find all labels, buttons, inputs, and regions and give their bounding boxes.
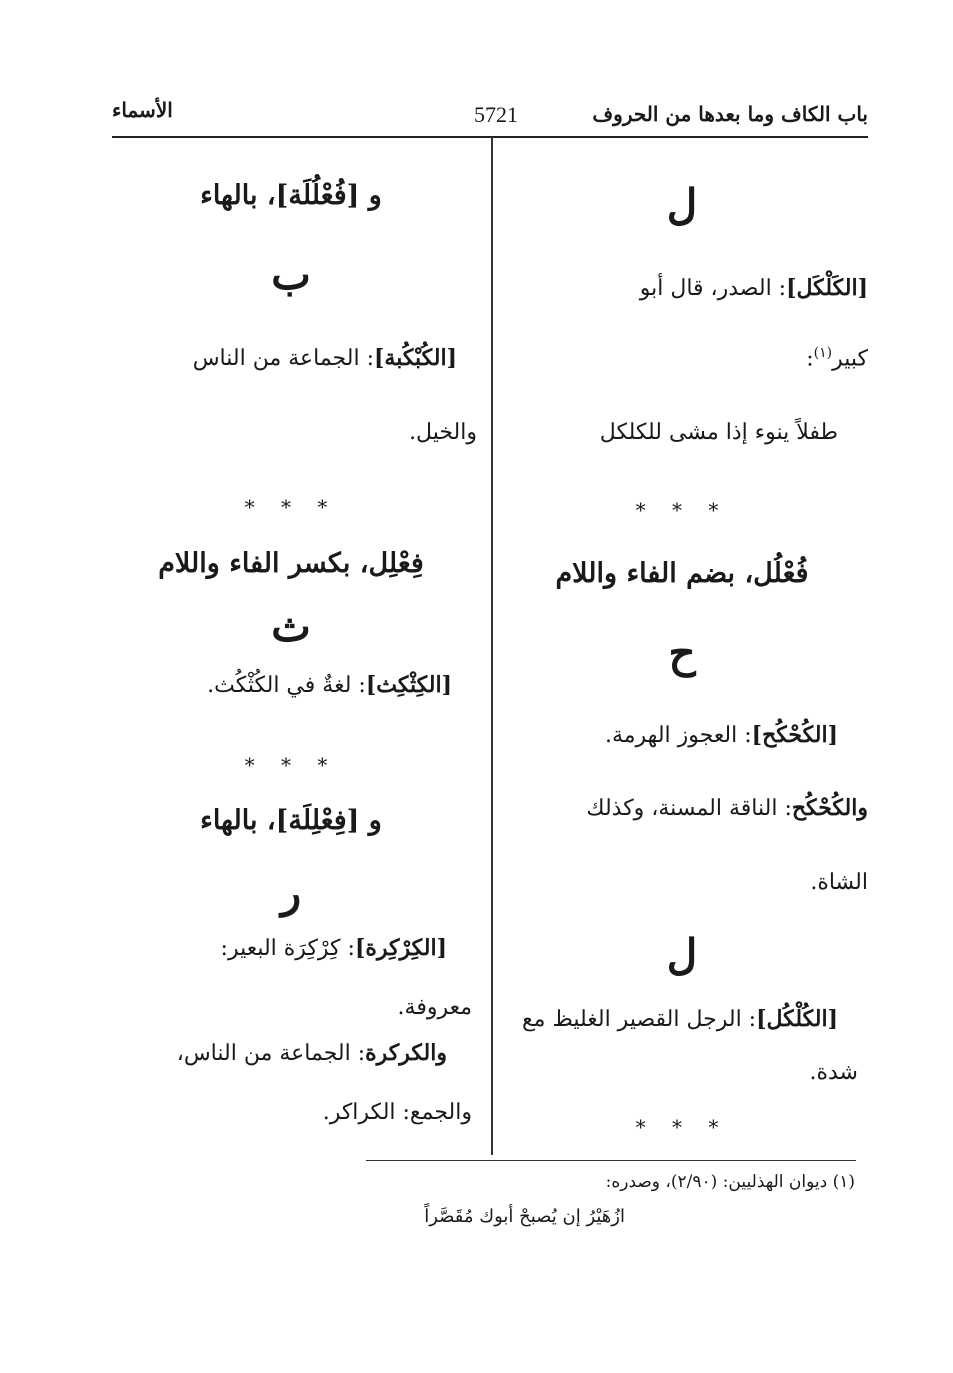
section-separator: * * * bbox=[635, 498, 729, 522]
entry-definition: كبير bbox=[832, 346, 868, 372]
right-column bbox=[496, 140, 868, 1155]
letter-heading: ر bbox=[280, 868, 302, 917]
entry-headword: [الكِرْكِرة] bbox=[354, 935, 447, 961]
entry-line bbox=[177, 1040, 447, 1066]
entry-definition: : العجوز الهرمة. bbox=[604, 723, 752, 748]
entry-headword: [الكُحْكُح] bbox=[751, 722, 838, 748]
letter-heading: ل bbox=[666, 180, 698, 229]
entry-line bbox=[207, 672, 452, 698]
entry-line: معروفة. bbox=[397, 995, 472, 1020]
entry-line: شدة. bbox=[809, 1060, 858, 1085]
entry-definition: : الصدر، قال أبو bbox=[639, 276, 787, 301]
letter-heading: ث bbox=[271, 602, 311, 651]
section-separator: * * * bbox=[635, 1115, 729, 1139]
entry-headword: والكُحْكُح bbox=[791, 795, 868, 821]
letter-heading: ل bbox=[666, 930, 698, 979]
column-divider bbox=[491, 137, 493, 1155]
page-header bbox=[112, 98, 868, 138]
entry-definition: : الجماعة من الناس bbox=[192, 346, 374, 371]
page-number: 5721 bbox=[474, 102, 518, 127]
entry-definition: : الرجل القصير الغليظ مع bbox=[521, 1007, 757, 1032]
entry-headword: [الكُبْكُبة] bbox=[373, 345, 457, 371]
left-column bbox=[100, 140, 482, 1155]
section-heading: فُعْلُل، بضم الفاء واللام bbox=[555, 558, 809, 589]
section-heading: و [فُعْلُلَة]، بالهاء bbox=[200, 180, 382, 211]
footnote: (١) ديوان الهذليين: (٢/٩٠)، وصدره: bbox=[605, 1172, 855, 1192]
poetry-verse: طفلاً ينوء إذا مشى للكلكل bbox=[599, 420, 838, 445]
entry-line bbox=[605, 722, 838, 748]
entry-line bbox=[221, 935, 447, 961]
entry-line bbox=[586, 795, 868, 821]
entry-line bbox=[193, 345, 457, 371]
entry-headword: [الكَلْكَل] bbox=[786, 275, 868, 301]
entry-line bbox=[806, 345, 868, 371]
footnote-rule bbox=[366, 1160, 856, 1161]
section-heading: و [فِعْلِلَة]، بالهاء bbox=[200, 805, 382, 836]
entry-definition: : الناقة المسنة، وكذلك bbox=[586, 796, 792, 821]
entry-definition: : لغةٌ في الكُثْكُث. bbox=[207, 673, 366, 698]
entry-headword: والكركرة bbox=[365, 1040, 447, 1066]
letter-heading: ح bbox=[668, 628, 696, 677]
section-title: الأسماء bbox=[112, 98, 173, 122]
entry-line: والجمع: الكراكر. bbox=[322, 1100, 472, 1125]
section-heading: فِعْلِل، بكسر الفاء واللام bbox=[158, 548, 424, 579]
entry-line bbox=[522, 1006, 838, 1032]
entry-line: والخيل. bbox=[409, 420, 477, 445]
entry-line: الشاة. bbox=[810, 870, 868, 895]
entry-line bbox=[640, 275, 868, 301]
section-separator: * * * bbox=[244, 495, 338, 519]
footnote-reference: (١) bbox=[813, 345, 833, 361]
entry-headword: [الكِثْكِث] bbox=[365, 672, 452, 698]
entry-definition: : الجماعة من الناس، bbox=[176, 1041, 366, 1066]
letter-heading: ب bbox=[271, 250, 311, 299]
entry-definition: : كِرْكِرَة البعير: bbox=[220, 936, 355, 961]
section-separator: * * * bbox=[244, 753, 338, 777]
chapter-title: باب الكاف وما بعدها من الحروف bbox=[592, 102, 868, 126]
footnote-verse: ازُهَيْرُ إن يُصبحْ أبوك مُقَصَّراً bbox=[424, 1206, 625, 1227]
entry-punctuation: : bbox=[806, 346, 814, 372]
entry-headword: [الكُلْكُل] bbox=[756, 1006, 838, 1032]
